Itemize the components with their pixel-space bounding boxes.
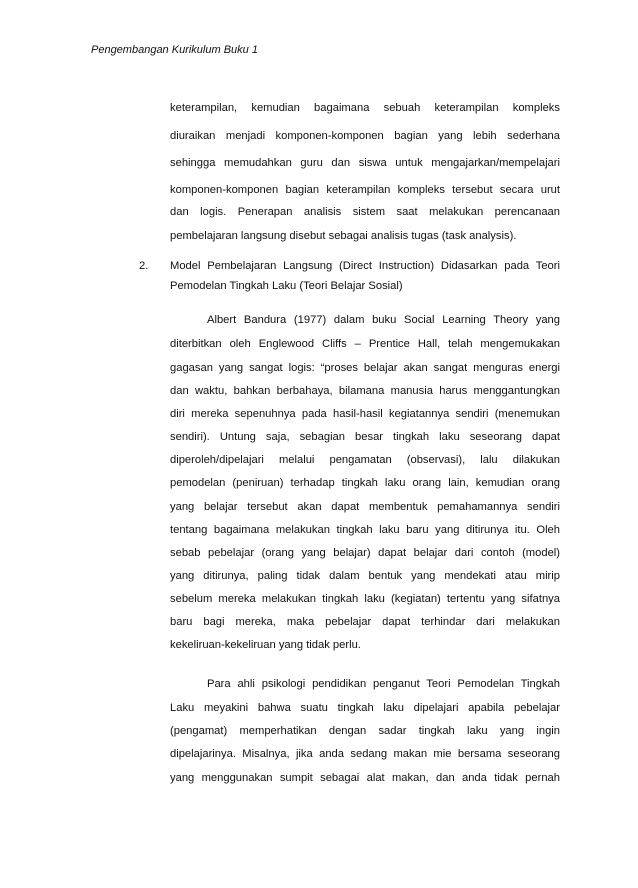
text-line: yang belajar tersebut akan dapat membentuk pemahamannya sendiri bbox=[170, 501, 560, 513]
text-line: Albert Bandura (1977) dalam buku Social Learning Theory yang bbox=[207, 314, 560, 326]
text-line: yang ditirunya, paling tidak dalam bentuk yang mendekati atau mirip bbox=[170, 570, 560, 582]
text-line: tentang bagaimana melakukan tingkah laku baru yang ditirunya itu. Oleh bbox=[170, 524, 560, 536]
text-line: dan waktu, bahkan berbahaya, bilamana manusia harus menggantungkan bbox=[170, 385, 560, 397]
list-item-title: Pemodelan Tingkah Laku (Teori Belajar Sosial) bbox=[170, 280, 403, 292]
text-line: diterbitkan oleh Englewood Cliffs – Prentice Hall, telah mengemukakan bbox=[170, 338, 560, 350]
text-line: dipelajarinya. Misalnya, jika anda sedang makan mie bersama seseorang bbox=[170, 748, 560, 760]
list-number: 2. bbox=[139, 260, 149, 272]
text-line: diperoleh/dipelajari melalui pengamatan (observasi), lalu dilakukan bbox=[170, 454, 560, 466]
list-item-title: Model Pembelajaran Langsung (Direct Instruction) Didasarkan pada Teori bbox=[170, 260, 560, 272]
text-line: sehingga memudahkan guru dan siswa untuk mengajarkan/mempelajari bbox=[170, 157, 560, 169]
text-line: Laku meyakini bahwa suatu tingkah laku dipelajari apabila pebelajar bbox=[170, 702, 560, 714]
text-line: pembelajaran langsung disebut sebagai analisis tugas (task analysis). bbox=[170, 230, 517, 242]
text-line: sendiri). Untung saja, sebagian besar tingkah laku seseorang dapat bbox=[170, 431, 560, 443]
text-line: sebab pebelajar (orang yang belajar) dapat belajar dari contoh (model) bbox=[170, 547, 560, 559]
text-line: dan logis. Penerapan analisis sistem saat melakukan perencanaan bbox=[170, 206, 560, 218]
text-line: komponen-komponen bagian keterampilan kompleks tersebut secara urut bbox=[170, 184, 560, 196]
text-line: keterampilan, kemudian bagaimana sebuah keterampilan kompleks bbox=[170, 102, 560, 114]
text-line: yang menggunakan sumpit sebagai alat makan, dan anda tidak pernah bbox=[170, 772, 560, 784]
text-line: sebelum mereka melakukan tingkah laku (kegiatan) tertentu yang sifatnya bbox=[170, 593, 560, 605]
text-line: diuraikan menjadi komponen-komponen bagian yang lebih sederhana bbox=[170, 130, 560, 142]
text-line: diri mereka sepenuhnya pada hasil-hasil kegiatannya sendiri (menemukan bbox=[170, 408, 560, 420]
text-line: baru bagi mereka, maka pebelajar dapat terhindar dari melakukan bbox=[170, 616, 560, 628]
running-header: Pengembangan Kurikulum Buku 1 bbox=[91, 44, 258, 56]
text-line: (pengamat) memperhatikan dengan sadar tingkah laku yang ingin bbox=[170, 725, 560, 737]
text-line: pemodelan (peniruan) terhadap tingkah laku orang lain, kemudian orang bbox=[170, 477, 560, 489]
text-line: kekeliruan-kekeliruan yang tidak perlu. bbox=[170, 639, 361, 651]
text-line: gagasan yang sangat logis: “proses belajar akan sangat menguras energi bbox=[170, 362, 560, 374]
text-line: Para ahli psikologi pendidikan penganut Teori Pemodelan Tingkah bbox=[207, 678, 560, 690]
